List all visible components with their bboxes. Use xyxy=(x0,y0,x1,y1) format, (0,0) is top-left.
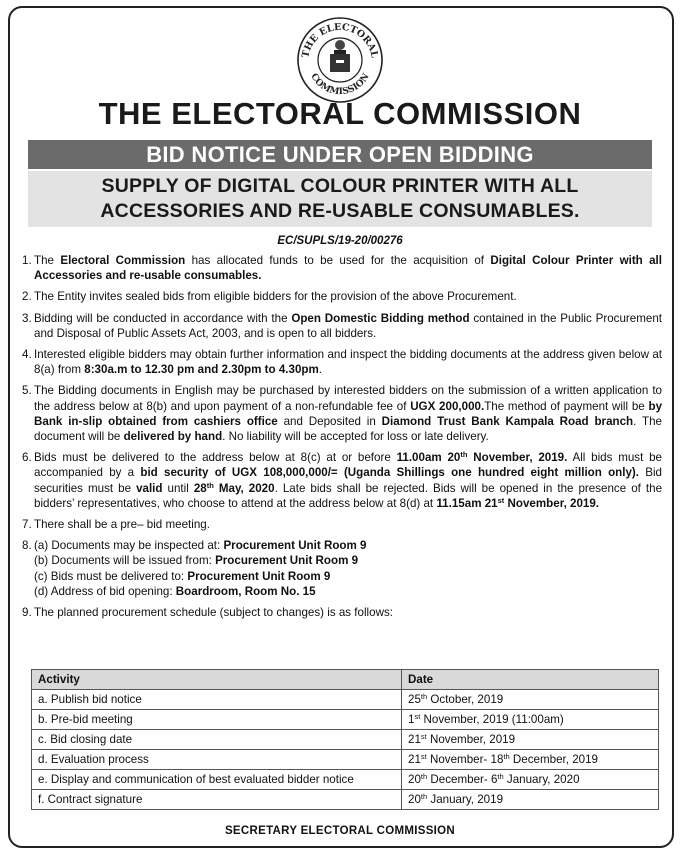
date-cell xyxy=(402,730,659,750)
item-text xyxy=(34,450,662,511)
activity-cell: c. Bid closing date xyxy=(32,730,402,750)
text: The xyxy=(34,254,61,267)
item-text xyxy=(34,538,662,599)
text: and Deposited in xyxy=(277,414,382,428)
superscript: st xyxy=(497,495,505,505)
activity-cell: d. Evaluation process xyxy=(32,750,402,770)
item-number: 3. xyxy=(22,311,32,325)
procurement-schedule-table xyxy=(31,669,659,810)
bold-text: Procurement Unit Room 9 xyxy=(187,569,331,583)
superscript: th xyxy=(460,450,468,460)
superscript: th xyxy=(420,772,428,781)
date-cell xyxy=(402,710,659,730)
text: November, 2019 xyxy=(426,733,516,746)
sub-item-d xyxy=(34,584,662,599)
item-1 xyxy=(22,253,662,283)
bold-text: Electoral Commission xyxy=(60,254,186,267)
date-header: Date xyxy=(402,670,659,690)
sub-item-c xyxy=(34,569,662,584)
text: Bid securities must be xyxy=(34,466,662,495)
text: Bidding will be conducted in accordance with the xyxy=(34,311,292,325)
table-row xyxy=(32,730,659,750)
text: 21 xyxy=(408,753,421,766)
text: January, 2019 xyxy=(427,793,504,806)
item-4 xyxy=(22,347,662,377)
text: The method of payment will be xyxy=(484,399,649,413)
text: contained in the Public Procurement and Disposal of Public Assets Act, 2003, and is open to all bidders. xyxy=(34,311,662,340)
item-text: The Entity invites sealed bids from eligible bidders for the provision of the above Procurement. xyxy=(34,290,517,304)
table-row xyxy=(32,770,659,790)
bold-text: Diamond Trust Bank Kampala Road branch xyxy=(381,414,634,428)
item-text xyxy=(34,253,662,283)
notice-title-bar: BID NOTICE UNDER OPEN BIDDING xyxy=(28,140,652,169)
bold-text: 8:30a.m to 12.30 pm and 2.30pm to 4.30pm xyxy=(84,363,319,377)
bold-text: 11.00am 20 xyxy=(396,451,461,465)
text: The Bidding documents in English may be purchased by interested bidders on the submission of a written application to the address below at 8(b) and upon payment of a non-refundable fee of xyxy=(34,384,662,413)
text: 20 xyxy=(408,793,421,806)
superscript: th xyxy=(420,792,428,801)
table-header-row xyxy=(32,670,659,690)
text: November, 2019 (11:00am) xyxy=(420,713,564,726)
bold-text: bid security of UGX 108,000,000/= (Uganda Shillings one hundred eight million only). xyxy=(140,466,639,480)
bold-text: Procurement Unit Room 9 xyxy=(223,539,367,553)
activity-header: Activity xyxy=(32,670,402,690)
table-row xyxy=(32,750,659,770)
item-text: The planned procurement schedule (subject to changes) is as follows: xyxy=(34,606,393,620)
item-number: 1. xyxy=(22,254,32,267)
superscript: st xyxy=(414,712,421,721)
item-number: 8. xyxy=(22,539,32,553)
item-number: 5. xyxy=(22,384,32,398)
activity-cell: f. Contract signature xyxy=(32,790,402,810)
text: October, 2019 xyxy=(427,693,504,706)
item-number: 4. xyxy=(22,348,32,362)
item-number: 9. xyxy=(22,606,32,620)
bold-text: delivered by hand xyxy=(123,430,223,444)
item-5 xyxy=(22,383,662,444)
item-text: There shall be a pre– bid meeting. xyxy=(34,518,210,532)
item-7 xyxy=(22,517,662,532)
text: (d) Address of bid opening: xyxy=(34,584,176,598)
text: . The document will be xyxy=(34,414,662,444)
item-9 xyxy=(22,605,662,620)
item-6 xyxy=(22,450,662,511)
subject-box xyxy=(28,171,652,227)
superscript: th xyxy=(206,480,214,490)
date-cell xyxy=(402,690,659,710)
text: 20 xyxy=(408,773,421,786)
svg-text:COMMISSION xyxy=(308,72,372,97)
bold-text: Open Domestic Bidding method xyxy=(291,311,470,325)
item-3 xyxy=(22,311,662,341)
text: . Late bids shall be rejected. Bids will be opened in the presence of the bidders’ representatives, who choose to attend at the address below at 8(d) at xyxy=(34,481,663,510)
notice-items xyxy=(22,253,662,626)
item-text xyxy=(34,383,662,444)
text: December, 2019 xyxy=(509,753,598,766)
bold-text: valid xyxy=(136,481,163,495)
date-cell xyxy=(402,790,659,810)
date-cell xyxy=(402,770,659,790)
bold-text: UGX 200,000. xyxy=(410,399,485,413)
text: has allocated funds to be used for the acquisition of xyxy=(185,254,491,267)
text: January, 2020 xyxy=(503,773,580,786)
text: (a) Documents may be inspected at: xyxy=(34,539,224,553)
superscript: st xyxy=(420,732,427,741)
superscript: th xyxy=(497,772,504,781)
electoral-commission-seal-logo xyxy=(295,14,385,104)
bold-text: 11.15am 21 xyxy=(436,496,498,510)
table-row xyxy=(32,690,659,710)
item-8 xyxy=(22,538,662,599)
superscript: th xyxy=(503,752,510,761)
text: 25 xyxy=(408,693,421,706)
text: Interested eligible bidders may obtain further information and inspect the bidding documents at the address given below at 8(a) from xyxy=(34,348,662,377)
text: Bids must be delivered to the address below at 8(c) at or before xyxy=(34,451,397,465)
bold-text: by Bank in-slip obtained from cashiers office xyxy=(34,399,663,428)
reference-number: EC/SUPLS/19-20/00276 xyxy=(277,235,403,247)
bold-text: Digital Colour Printer with all Accessories and re-usable consumables. xyxy=(34,254,662,283)
item-number: 7. xyxy=(22,518,32,532)
subject-line-1: SUPPLY OF DIGITAL COLOUR PRINTER WITH ALL xyxy=(101,175,579,197)
bold-text: Boardroom, Room No. 15 xyxy=(175,584,316,598)
item-number: 6. xyxy=(22,451,32,465)
date-cell xyxy=(402,750,659,770)
text: All bids must be accompanied by a xyxy=(34,451,662,480)
text: . xyxy=(318,363,323,377)
bold-text: Procurement Unit Room 9 xyxy=(215,554,359,568)
table-row xyxy=(32,710,659,730)
superscript: th xyxy=(420,692,428,701)
signatory-footer: SECRETARY ELECTORAL COMMISSION xyxy=(224,825,456,837)
text: 21 xyxy=(408,733,421,746)
text: December- 6 xyxy=(427,773,498,786)
table-row xyxy=(32,790,659,810)
text: November- 18 xyxy=(426,753,504,766)
seal-text-bottom: COMMISSION xyxy=(308,71,372,98)
item-number: 2. xyxy=(22,290,32,304)
bold-text: 28 xyxy=(193,481,207,495)
organization-title: THE ELECTORAL COMMISSION xyxy=(98,96,582,131)
text: (b) Documents will be issued from: xyxy=(34,554,216,568)
bold-text: November, 2019. xyxy=(467,451,568,465)
sub-item-b xyxy=(34,553,662,568)
activity-cell: b. Pre-bid meeting xyxy=(32,710,402,730)
text: until xyxy=(162,481,194,495)
seal-text-top: THE ELECTORAL xyxy=(300,21,380,59)
text: 1 xyxy=(408,713,415,726)
item-2 xyxy=(22,289,662,304)
bold-text: November, 2019. xyxy=(504,496,600,510)
subject-line-2: ACCESSORIES AND RE-USABLE CONSUMABLES. xyxy=(100,200,580,222)
sub-item-a xyxy=(34,538,662,553)
text: . No liability will be accepted for loss or late delivery. xyxy=(222,430,489,444)
item-text xyxy=(34,311,662,341)
activity-cell: e. Display and communication of best evaluated bidder notice xyxy=(32,770,402,790)
activity-cell: a. Publish bid notice xyxy=(32,690,402,710)
superscript: st xyxy=(420,752,427,761)
text: (c) Bids must be delivered to: xyxy=(34,569,188,583)
item-text xyxy=(34,347,662,377)
bold-text: May, 2020 xyxy=(213,481,275,495)
